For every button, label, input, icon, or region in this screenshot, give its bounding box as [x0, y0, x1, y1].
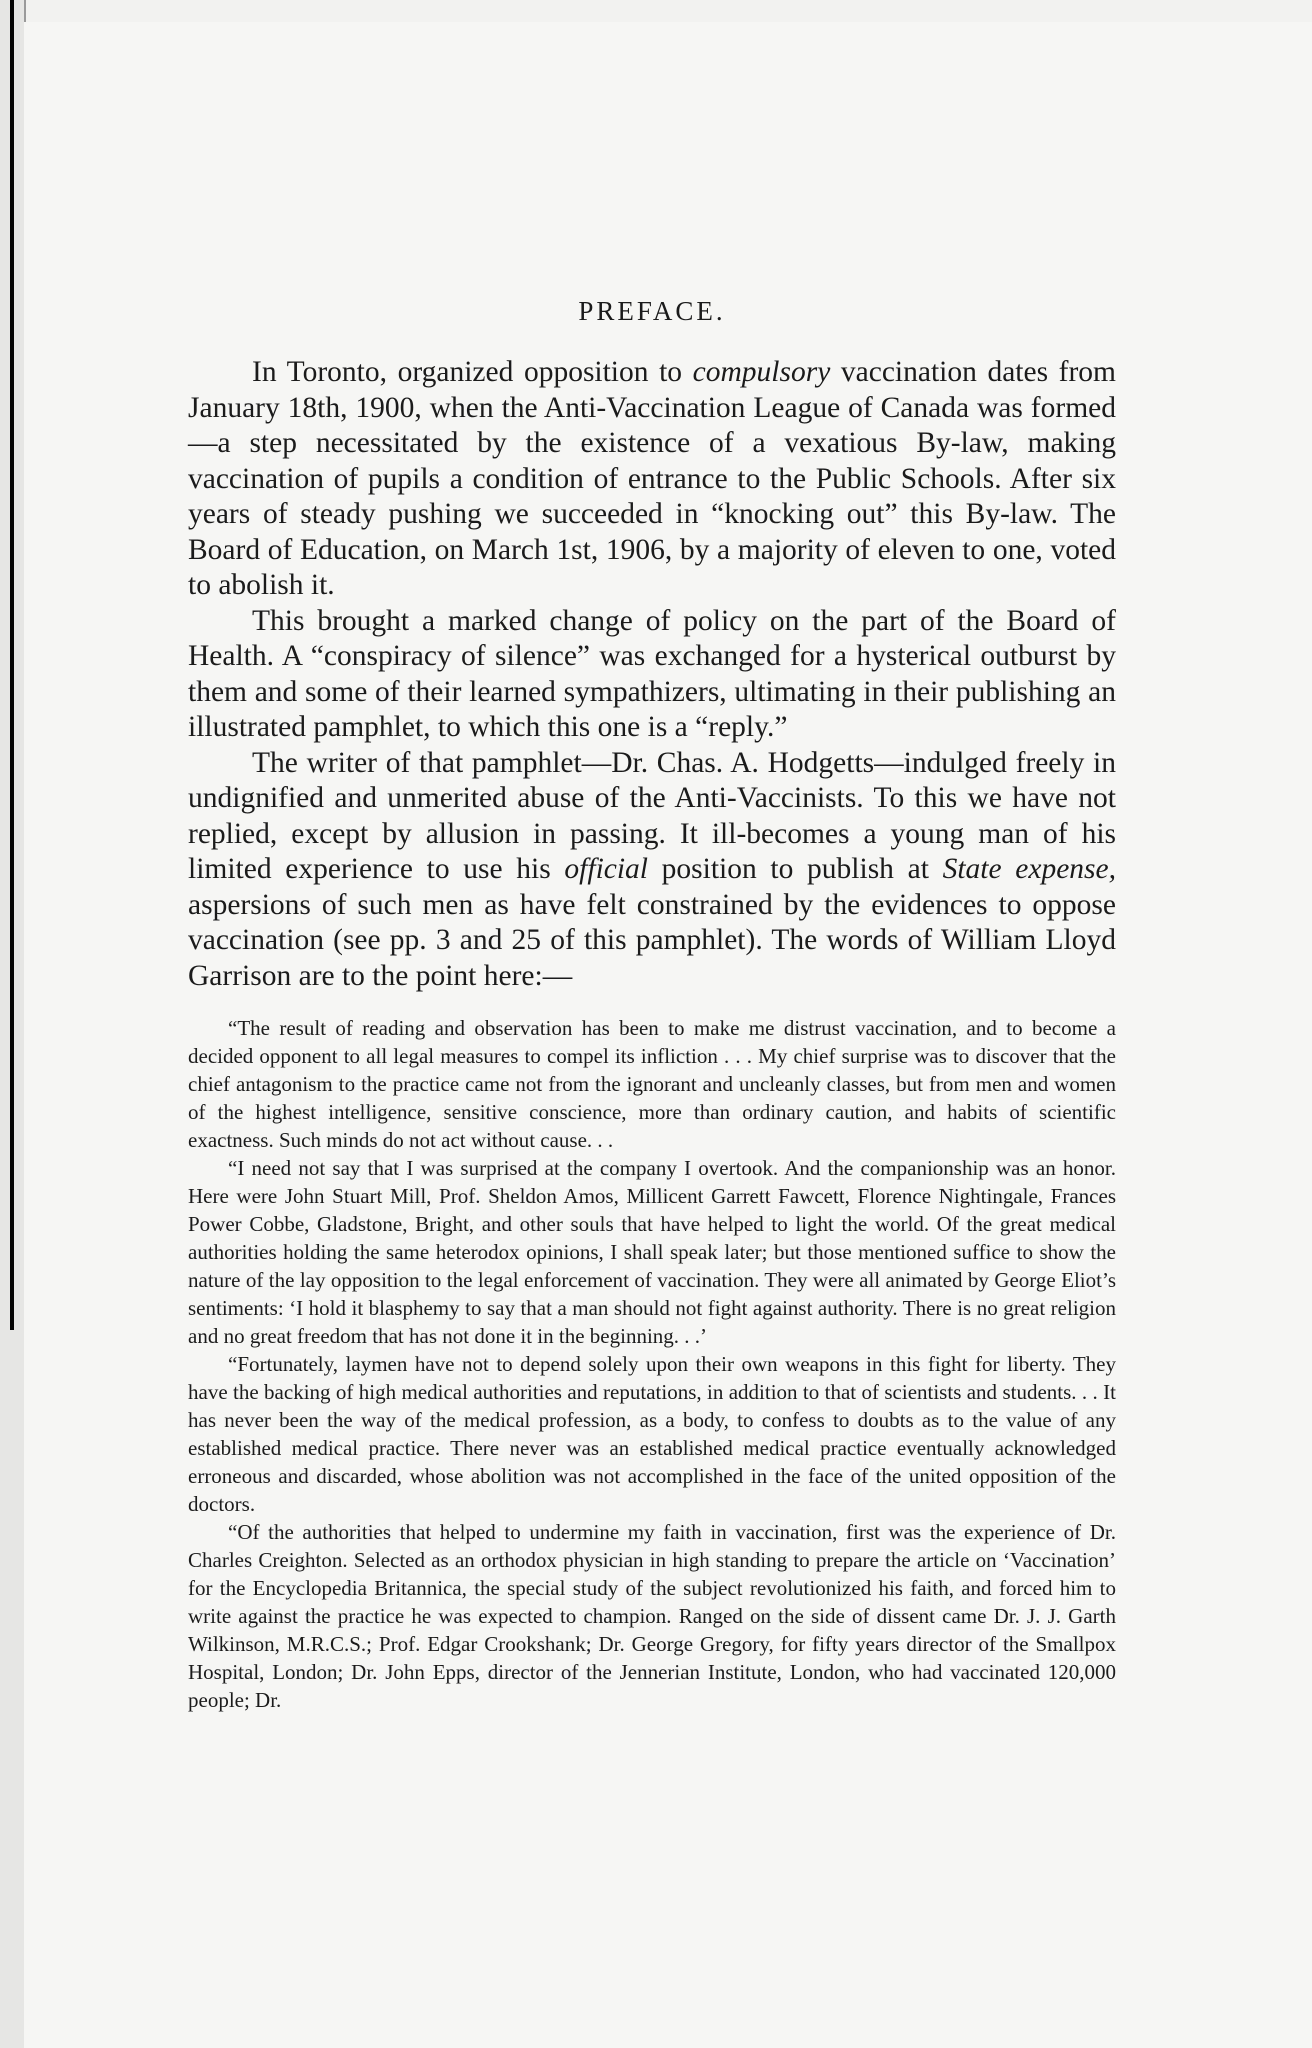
- paragraph-2: This brought a marked change of policy on the part of the Board of Health. A “conspiracy of silence” was exchanged for a hysterical outburst by them and some of their learned sympathizers, ultimating in their publishing an illustrated pamphlet, to which this one is a “reply.”: [188, 604, 1116, 743]
- page-content: [188, 292, 1116, 1714]
- quote-paragraph-1: “The result of reading and observation has been to make me distrust vaccination, and to become a decided opponent to all legal measures to compel its infliction . . . My chief surprise was to discover that the chief antagonism to the practice came not from the ignorant and uncleanly classes, but from men and women of the highest intelligence, sensitive conscience, more than ordinary caution, and habits of scientific exactness. Such minds do not act without cause. . .: [188, 1016, 1116, 1152]
- paragraph-3-text-b: position to publish at: [648, 853, 943, 885]
- paragraph-3-text-a: The writer of that pamphlet—Dr. Chas. A. Hodgetts—indulged freely in undignified and unmerited abuse of the Anti-Vaccinists. To this we have not replied, except by allusion in passing. It ill-becomes a young man of his limited experience to use his: [188, 746, 1116, 885]
- quote-paragraph-3: “Fortunately, laymen have not to depend solely upon their own weapons in this fight for liberty. They have the backing of high medical authorities and reputations, in addition to that of scientists and students. . . It has never been the way of the medical profession, as a body, to confess to doubts as to the value of any established medical practice. There never was an established medical practice eventually acknowledged erroneous and discarded, whose abolition was not accomplished in the face of the united opposition of the doctors.: [188, 1352, 1116, 1516]
- paragraph-3: [188, 746, 1116, 995]
- paragraph-1: [188, 355, 1116, 604]
- quote-paragraph-4: “Of the authorities that helped to undermine my faith in vaccination, first was the experience of Dr. Charles Creighton. Selected as an orthodox physician in high standing to prepare the article on ‘Vaccination’ for the Encyclopedia Britannica, the special study of the subject revolutionized his faith, and forced him to write against the practice he was expected to champion. Ranged on the side of dissent came Dr. J. J. Garth Wilkinson, M.R.C.S.; Prof. Edgar Crookshank; Dr. George Gregory, for fifty years director of the Smallpox Hospital, London; Dr. John Epps, director of the Jennerian Institute, London, who had vaccinated 120,000 people; Dr.: [188, 1520, 1116, 1712]
- paragraph-1-text-a: In Toronto, organized opposition to: [252, 356, 693, 388]
- emphasis-state-expense: State expense,: [942, 853, 1116, 885]
- quote-paragraph-2: “I need not say that I was surprised at the company I overtook. And the companionship was an honor. Here were John Stuart Mill, Prof. Sheldon Amos, Millicent Garrett Fawcett, Florence Nightingale, Frances Power Cobbe, Gladstone, Bright, and other souls that have helped to light the world. Of the great medical authorities holding the same heterodox opinions, I shall speak later; but those mentioned suffice to show the nature of the lay opposition to the legal enforcement of vaccination. They were all animated by George Eliot’s sentiments: ‘I hold it blasphemy to say that a man should not fight against authority. There is no great religion and no great freedom that has not done it in the beginning. . .’: [188, 1156, 1116, 1348]
- page-title: PREFACE.: [578, 296, 726, 326]
- scan-top-margin: [0, 0, 1312, 22]
- paragraph-1-text-b: vaccination dates from January 18th, 1900, when the Anti-Vaccination League of Canada was formed—a step necessitated by the existence of a vexatious By-law, making vaccination of pupils a condition of entrance to the Public Schools. After six years of steady pushing we succeeded in “knocking out” this By-law. The Board of Education, on March 1st, 1906, by a majority of eleven to one, voted to abolish it.: [188, 356, 1116, 601]
- book-spine-shadow: [10, 0, 14, 1330]
- garrison-quotation: [188, 1014, 1116, 1714]
- emphasis-official: official: [564, 853, 648, 885]
- paragraph-3-text-c: aspersions of such men as have felt constrained by the evidences to oppose vaccination (see pp. 3 and 25 of this pamphlet). The words of William Lloyd Garrison are to the point here:—: [188, 888, 1116, 992]
- emphasis-compulsory: compulsory: [692, 356, 831, 388]
